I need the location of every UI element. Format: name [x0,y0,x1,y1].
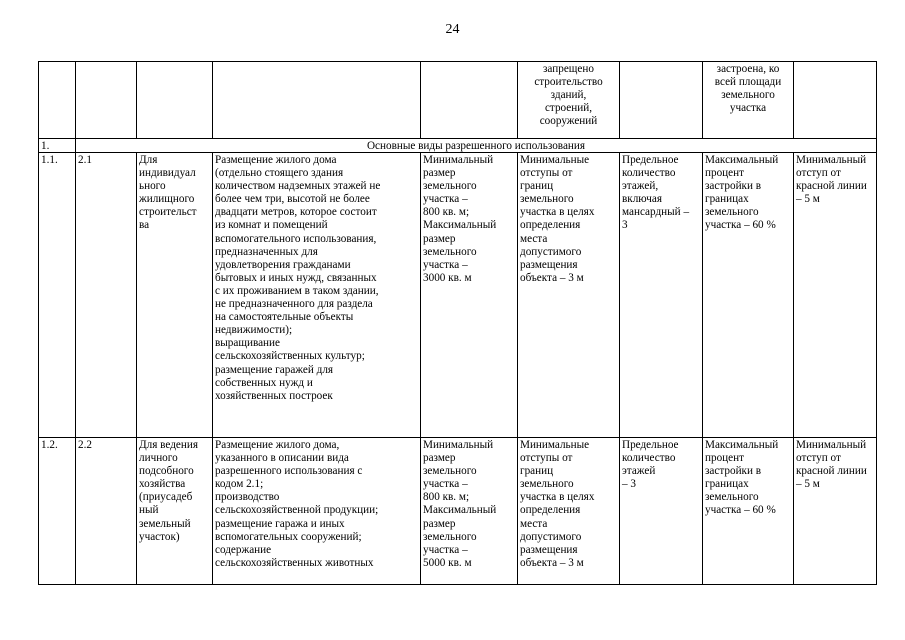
table-row [39,153,877,438]
row-red-line: Минимальный отступ от красной линии – 5 м [794,153,877,438]
row-plot-size: Минимальный размер земельного участка – 800 кв. м; Максимальный размер земельного участка – 5000 кв. м [421,438,518,585]
row-description: Размещение жилого дома (отдельно стоящего здания количеством надземных этажей не более чем три, высотой не более двадцати метров, которое состоит из комнат и помещений вспомогательного использования, предназначенных для удовлетворения гражданами бытовых и иных нужд, связанных с их проживанием в таком здании, не предназначенного для раздела на самостоятельные объекты недвижимости); выращивание сельскохозяйственных культур; размещение гаражей для собственных нужд и хозяйственных построек [213,153,421,438]
page-number: 24 [445,22,460,37]
section-row [39,139,877,153]
row-description: Размещение жилого дома, указанного в описании вида разрешенного использования с кодом 2.1; производство сельскохозяйственной продукции; размещение гаража и иных вспомогательных сооружений; содержание сельскохозяйственных животных [213,438,421,585]
header-cell [794,62,877,139]
header-cell-coverage-continuation: застроена, ко всей площади земельного участка [703,62,794,139]
header-cell [421,62,518,139]
row-floors: Предельное количество этажей – 3 [620,438,703,585]
row-code: 2.2 [76,438,137,585]
regulations-table [38,61,877,585]
row-number: 1.2. [39,438,76,585]
row-number: 1.1. [39,153,76,438]
row-floors: Предельное количество этажей, включая мансардный – 3 [620,153,703,438]
row-use-type: Для индивидуал ьного жилищного строительст ва [137,153,213,438]
row-plot-size: Минимальный размер земельного участка – 800 кв. м; Максимальный размер земельного участка – 3000 кв. м [421,153,518,438]
table-header-row [39,62,877,139]
header-cell [137,62,213,139]
row-setbacks: Минимальные отступы от границ земельного участка в целях определения места допустимого размещения объекта – 3 м [518,438,620,585]
section-title: Основные виды разрешенного использования [76,139,877,153]
row-coverage: Максимальный процент застройки в границах земельного участка – 60 % [703,438,794,585]
row-red-line: Минимальный отступ от красной линии – 5 м [794,438,877,585]
header-cell [213,62,421,139]
section-number: 1. [39,139,76,153]
header-cell [39,62,76,139]
row-setbacks: Минимальные отступы от границ земельного участка в целях определения места допустимого размещения объекта – 3 м [518,153,620,438]
row-use-type: Для ведения личного подсобного хозяйства (приусадеб ный земельный участок) [137,438,213,585]
row-coverage: Максимальный процент застройки в границах земельного участка – 60 % [703,153,794,438]
row-code: 2.1 [76,153,137,438]
header-cell [76,62,137,139]
table-row [39,438,877,585]
header-cell-setback-continuation: запрещено строительство зданий, строений, сооружений [518,62,620,139]
header-cell [620,62,703,139]
